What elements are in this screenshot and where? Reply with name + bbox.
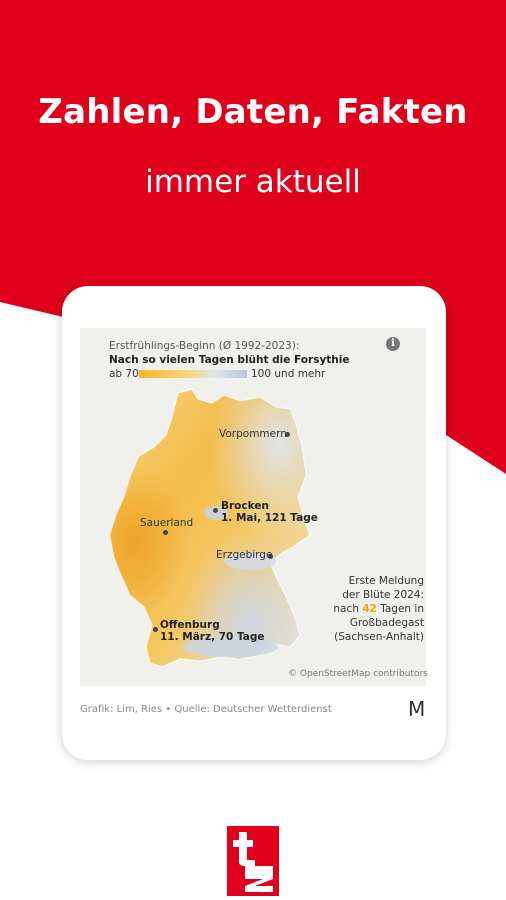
note-line-3-post: Tagen in	[376, 603, 424, 615]
legend-title: Erstfrühlings-Beginn (Ø 1992-2023):	[109, 340, 300, 352]
note-line-3-pre: nach	[333, 603, 363, 615]
source-credit: Grafik: Lim, Ries • Quelle: Deutscher Wetterdienst	[80, 704, 332, 715]
subline: immer aktuell	[145, 164, 361, 200]
publisher-m-logo: M	[408, 697, 426, 721]
first-bloom-note	[300, 574, 424, 644]
legend-color-bar	[139, 370, 247, 378]
tz-logo	[227, 826, 279, 896]
note-line-4: Großbadegast	[349, 617, 424, 629]
marker-brocken	[213, 508, 218, 513]
note-line-1: Erste Meldung	[348, 575, 424, 587]
note-line-3	[300, 602, 424, 616]
label-offenburg-name: Offenburg	[160, 619, 220, 631]
headline: Zahlen, Daten, Fakten	[38, 92, 468, 132]
osm-credit[interactable]: © OpenStreetMap contributors	[288, 669, 428, 679]
legend-min-label: ab 70	[109, 368, 139, 380]
label-sauerland: Sauerland	[140, 517, 194, 529]
legend-subtitle: Nach so vielen Tagen blüht die Forsythie	[109, 354, 350, 366]
marker-sauerland	[163, 530, 168, 535]
note-days-highlight: 42	[362, 603, 377, 615]
note-line-5: (Sachsen-Anhalt)	[334, 631, 424, 643]
marker-offenburg	[153, 627, 158, 632]
label-vorpommern: Vorpommern	[219, 428, 287, 440]
legend-max-label: 100 und mehr	[251, 368, 326, 380]
label-brocken-name: Brocken	[221, 500, 269, 512]
label-brocken-detail: 1. Mai, 121 Tage	[221, 512, 318, 524]
label-offenburg-detail: 11. März, 70 Tage	[160, 631, 265, 643]
label-erzgebirge: Erzgebirge	[216, 549, 273, 561]
info-icon[interactable]: i	[386, 337, 400, 351]
note-line-2: der Blüte 2024:	[342, 589, 424, 601]
